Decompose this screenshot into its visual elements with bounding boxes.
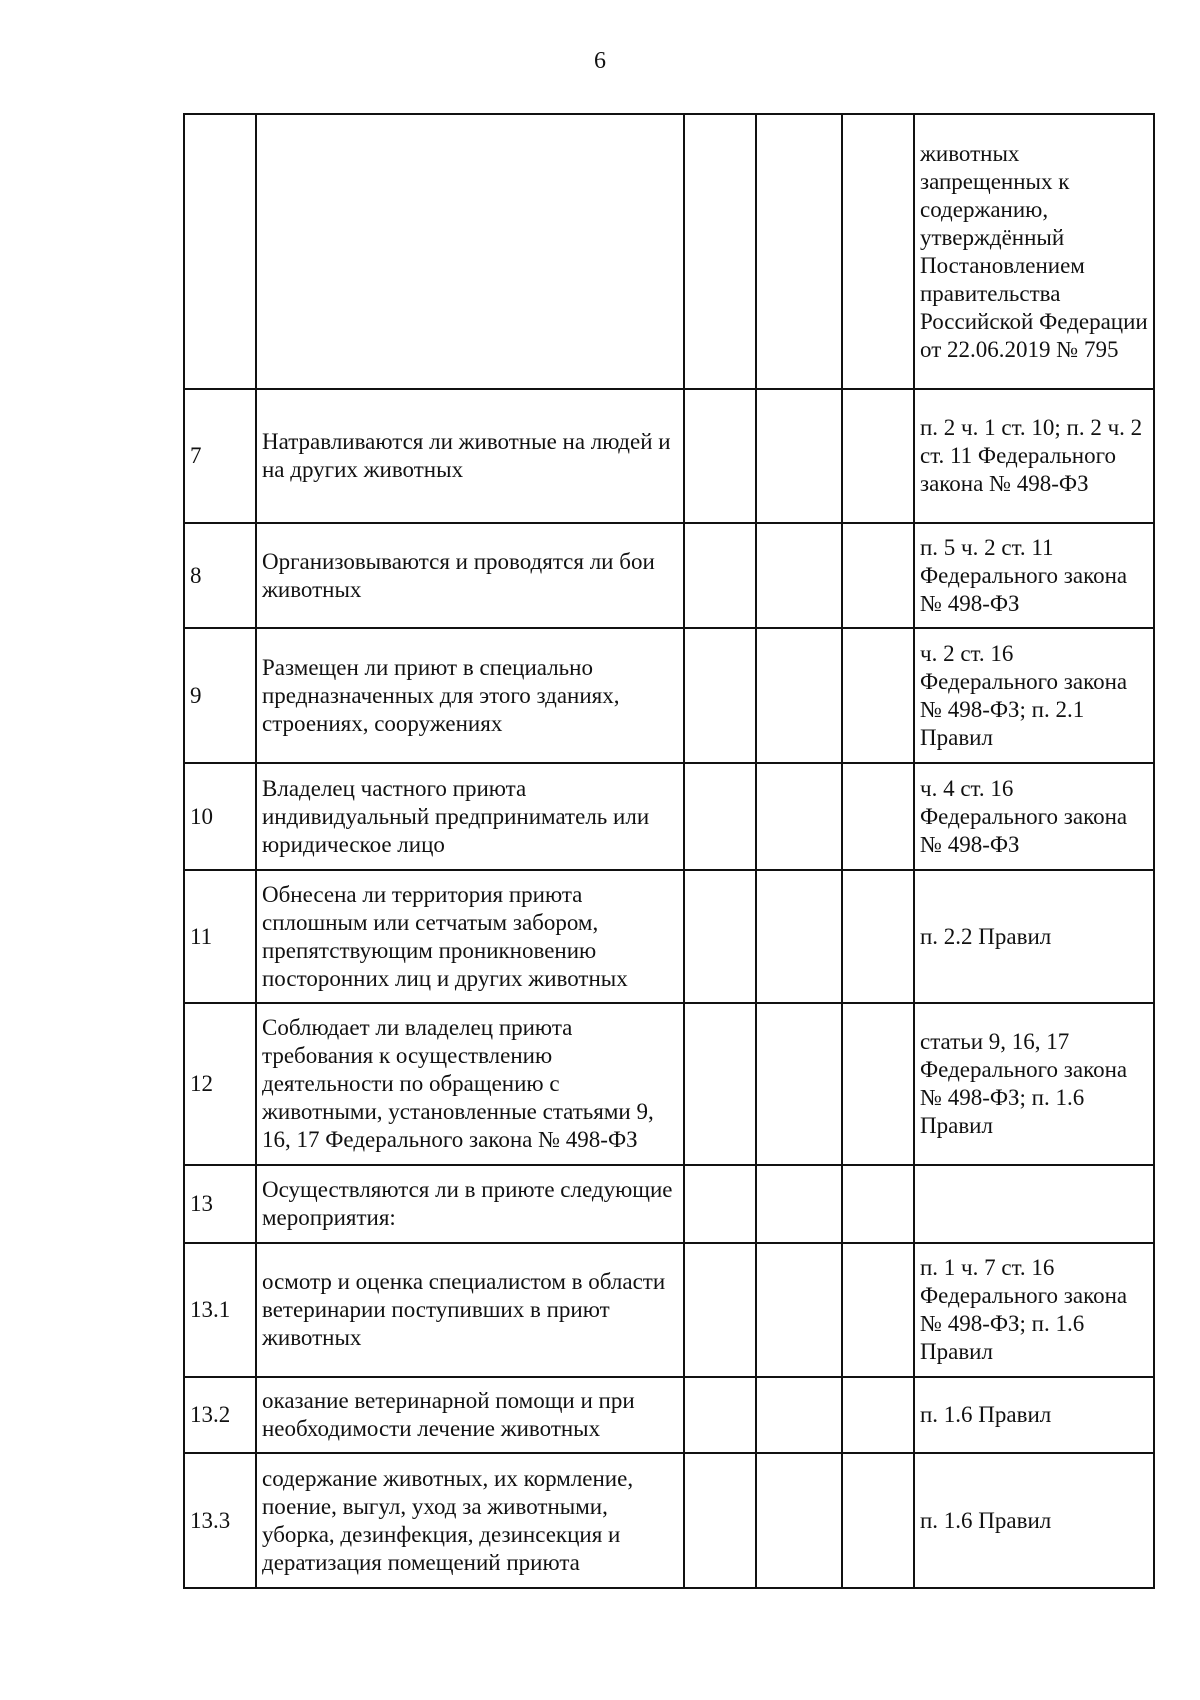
question-cell: Натравливаются ли животные на людей и на других животных (256, 389, 684, 523)
answer-no-cell (756, 1453, 842, 1588)
table-row (184, 1165, 1154, 1243)
table-row (184, 114, 1154, 389)
legal-reference-cell: статьи 9, 16, 17 Федерального закона № 498-ФЗ; п. 1.6 Правил (914, 1003, 1154, 1165)
answer-na-cell (842, 870, 914, 1003)
row-number (184, 114, 256, 389)
answer-yes-cell (684, 870, 756, 1003)
answer-na-cell (842, 1003, 914, 1165)
answer-no-cell (756, 114, 842, 389)
answer-na-cell (842, 1243, 914, 1377)
answer-no-cell (756, 1165, 842, 1243)
answer-no-cell (756, 389, 842, 523)
table-row (184, 763, 1154, 870)
question-cell: Организовываются и проводятся ли бои животных (256, 523, 684, 628)
answer-yes-cell (684, 1453, 756, 1588)
checklist-table (183, 113, 1155, 1589)
answer-no-cell (756, 523, 842, 628)
table-row (184, 1243, 1154, 1377)
legal-reference-cell: п. 1.6 Правил (914, 1453, 1154, 1588)
question-cell: Соблюдает ли владелец приюта требования к осуществлению деятельности по обращению с животными, установленные статьями 9, 16, 17 Федерального закона № 498-ФЗ (256, 1003, 684, 1165)
row-number: 11 (184, 870, 256, 1003)
answer-no-cell (756, 763, 842, 870)
legal-reference-cell: ч. 4 ст. 16 Федерального закона № 498-ФЗ (914, 763, 1154, 870)
page-number: 6 (594, 48, 606, 74)
question-cell: Владелец частного приюта индивидуальный предприниматель или юридическое лицо (256, 763, 684, 870)
answer-yes-cell (684, 1003, 756, 1165)
answer-na-cell (842, 1377, 914, 1453)
answer-na-cell (842, 1453, 914, 1588)
answer-na-cell (842, 114, 914, 389)
legal-reference-cell: п. 2.2 Правил (914, 870, 1154, 1003)
answer-no-cell (756, 1243, 842, 1377)
row-number: 13.1 (184, 1243, 256, 1377)
row-number: 13 (184, 1165, 256, 1243)
legal-reference-cell (914, 1165, 1154, 1243)
question-cell: Обнесена ли территория приюта сплошным или сетчатым забором, препятствующим проникновению посторонних лиц и других животных (256, 870, 684, 1003)
answer-yes-cell (684, 114, 756, 389)
answer-yes-cell (684, 389, 756, 523)
table-row (184, 628, 1154, 763)
question-cell (256, 114, 684, 389)
answer-na-cell (842, 523, 914, 628)
answer-no-cell (756, 870, 842, 1003)
answer-na-cell (842, 628, 914, 763)
answer-yes-cell (684, 523, 756, 628)
answer-na-cell (842, 389, 914, 523)
row-number: 8 (184, 523, 256, 628)
legal-reference-cell: п. 1.6 Правил (914, 1377, 1154, 1453)
row-number: 13.3 (184, 1453, 256, 1588)
row-number: 13.2 (184, 1377, 256, 1453)
legal-reference-cell: животных запрещенных к содержанию, утверждённый Постановлением правительства Российской Федерации от 22.06.2019 № 795 (914, 114, 1154, 389)
table-row (184, 1003, 1154, 1165)
table-row (184, 1453, 1154, 1588)
answer-no-cell (756, 1377, 842, 1453)
row-number: 10 (184, 763, 256, 870)
question-cell: содержание животных, их кормление, поение, выгул, уход за животными, уборка, дезинфекция, дезинсекция и дератизация помещений приюта (256, 1453, 684, 1588)
legal-reference-cell: п. 5 ч. 2 ст. 11 Федерального закона № 498-ФЗ (914, 523, 1154, 628)
question-cell: осмотр и оценка специалистом в области ветеринарии поступивших в приют животных (256, 1243, 684, 1377)
table-row (184, 523, 1154, 628)
answer-yes-cell (684, 1377, 756, 1453)
question-cell: Размещен ли приют в специально предназначенных для этого зданиях, строениях, сооружениях (256, 628, 684, 763)
answer-na-cell (842, 1165, 914, 1243)
answer-no-cell (756, 628, 842, 763)
question-cell: Осуществляются ли в приюте следующие мероприятия: (256, 1165, 684, 1243)
answer-no-cell (756, 1003, 842, 1165)
row-number: 9 (184, 628, 256, 763)
answer-na-cell (842, 763, 914, 870)
legal-reference-cell: ч. 2 ст. 16 Федерального закона № 498-ФЗ; п. 2.1 Правил (914, 628, 1154, 763)
answer-yes-cell (684, 763, 756, 870)
legal-reference-cell: п. 1 ч. 7 ст. 16 Федерального закона № 498-ФЗ; п. 1.6 Правил (914, 1243, 1154, 1377)
table-row (184, 1377, 1154, 1453)
table-row (184, 389, 1154, 523)
answer-yes-cell (684, 1165, 756, 1243)
question-cell: оказание ветеринарной помощи и при необходимости лечение животных (256, 1377, 684, 1453)
table-row (184, 870, 1154, 1003)
row-number: 12 (184, 1003, 256, 1165)
answer-yes-cell (684, 1243, 756, 1377)
row-number: 7 (184, 389, 256, 523)
legal-reference-cell: п. 2 ч. 1 ст. 10; п. 2 ч. 2 ст. 11 Федерального закона № 498-ФЗ (914, 389, 1154, 523)
answer-yes-cell (684, 628, 756, 763)
